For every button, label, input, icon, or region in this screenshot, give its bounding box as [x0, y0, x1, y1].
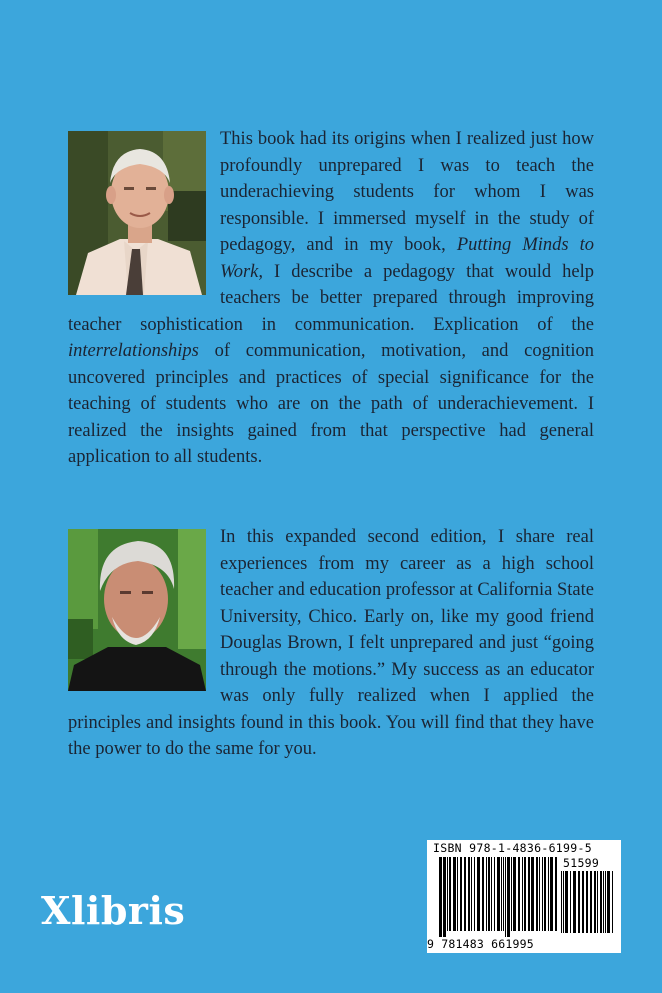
barcode-bar [605, 871, 606, 933]
paragraph-origins-text-a: This book had its origins when I realized just how profoundly unprepared I was to teach the underachieving students for whom I was responsible. I immersed myself in the study of pedagogy, and in my book, [220, 129, 594, 255]
barcode-bar [494, 857, 495, 931]
barcode-bar [590, 871, 592, 933]
barcode-bar [447, 857, 448, 931]
barcode-bar [443, 857, 446, 937]
barcode-ean-number: 9 781483 661995 [427, 937, 534, 951]
barcode-bar [507, 857, 510, 937]
barcode-bar [607, 871, 610, 933]
barcode-bar [539, 857, 540, 931]
barcode-addon-number: 51599 [563, 856, 600, 870]
barcode-bar [453, 857, 456, 931]
barcode-bar [464, 857, 466, 931]
author-photo-2 [68, 529, 206, 691]
barcode-bar [586, 871, 588, 933]
barcode-bar [497, 857, 500, 931]
barcode-bar [513, 857, 516, 931]
barcode-bar [555, 857, 557, 931]
barcode-bar [603, 871, 604, 933]
barcode-bar [548, 857, 549, 931]
barcode-bar [439, 857, 442, 937]
paragraph-origins-text-c: of communication, motivation, and cognition uncovered principles and practices of special significance for the teaching of students who are on the path of underachievement. I realized the insights gained from that perspective had general application to all students. [68, 341, 594, 467]
isbn-label: ISBN 978-1-4836-6199-5 [433, 841, 592, 855]
author-photo-1-image [68, 131, 206, 295]
barcode-bar [528, 857, 530, 931]
barcode-bar [565, 871, 568, 933]
barcode-bar [522, 857, 523, 931]
barcode-bar [474, 857, 475, 931]
barcode-bar [600, 871, 602, 933]
barcode-bar [544, 857, 546, 931]
barcode-bar [531, 857, 534, 931]
barcode-bar [471, 857, 472, 931]
barcode-bar [468, 857, 470, 931]
paragraph-origins-text-b: I describe a pedagogy that would help teachers be better prepared through improving teacher sophistication in communication. Explication of the [68, 261, 594, 335]
barcode-bar [594, 871, 596, 933]
paragraph-second-edition [68, 524, 594, 763]
barcode-bar [511, 857, 512, 931]
barcode-bar [477, 857, 480, 931]
barcode-bar [582, 871, 584, 933]
barcode-bar [501, 857, 502, 931]
barcode-bar [482, 857, 484, 931]
barcode-bar [563, 871, 564, 933]
barcode-bar [488, 857, 490, 931]
interrelationships-italic: interrelationships [68, 341, 199, 361]
isbn-barcode [427, 840, 621, 953]
barcode-bar [449, 857, 451, 931]
barcode-bar [460, 857, 462, 931]
barcode-bar [570, 871, 571, 933]
barcode-bar [518, 857, 520, 931]
barcode-bar [503, 857, 504, 931]
barcode-bar [536, 857, 538, 931]
barcode-bar [561, 871, 562, 933]
barcode-bar [550, 857, 553, 931]
barcode-bar [578, 871, 580, 933]
paragraph-origins [68, 126, 594, 471]
barcode-bar [573, 871, 576, 933]
paragraph-second-edition-text: In this expanded second edition, I share real experiences from my career as a high school teacher and education professor at California State University, Chico. Early on, like my good friend Douglas Brown, I felt unprepared and just “going through the motions.” My success as an educator was only fully realized when I applied the principles and insights found in this book. You will find that they have the power to do the same for you. [68, 527, 594, 759]
barcode-bar [491, 857, 492, 931]
barcode-bar [505, 857, 506, 937]
barcode-addon-bars [561, 871, 615, 937]
barcode-bar [542, 857, 543, 931]
barcode-bar [486, 857, 487, 931]
book-title-italic: Putting Minds to Work, [220, 235, 594, 282]
barcode-bar [457, 857, 458, 931]
author-photo-1 [68, 131, 206, 295]
barcode-bar [612, 871, 613, 933]
barcode-bar [524, 857, 526, 931]
publisher-logo: Xlibris [41, 888, 186, 933]
barcode-bar [597, 871, 598, 933]
barcode-main-bars [439, 857, 557, 939]
author-photo-2-image [68, 529, 206, 691]
